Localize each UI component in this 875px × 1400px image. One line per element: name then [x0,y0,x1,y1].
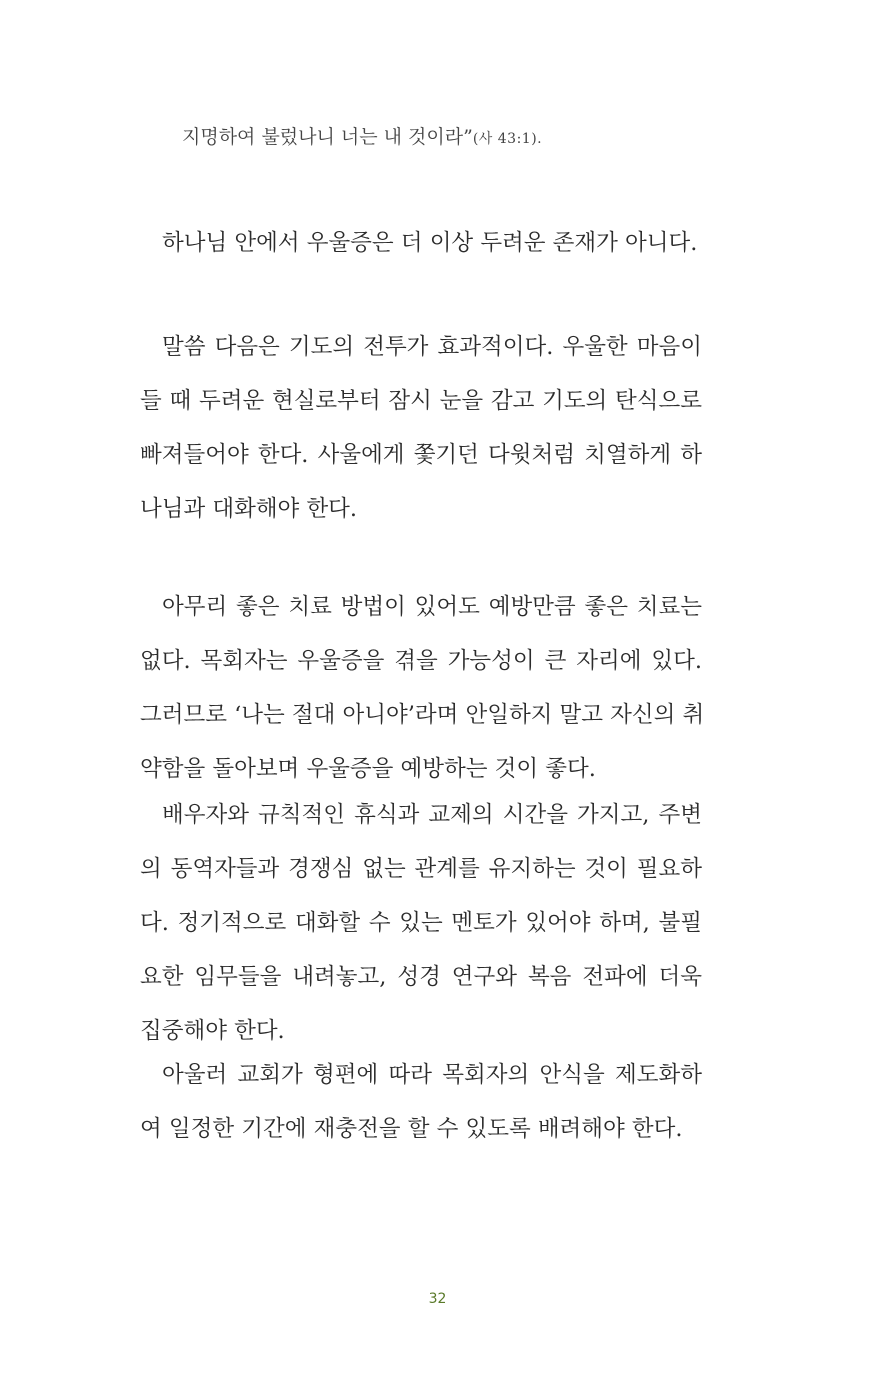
paragraph [140,788,702,1058]
scripture-quote [182,122,542,154]
quote-reference: (사 43:1). [472,131,543,147]
text-line: 나님과 대화해야 한다. [140,496,358,522]
paragraph [140,320,702,536]
text-line: 배우자와 규칙적인 휴식과 교제의 시간을 가지고, 주변 [162,802,702,828]
text-line: 다. 정기적으로 대화할 수 있는 멘토가 있어야 하며, 불필 [140,910,702,936]
text-line: 약함을 돌아보며 우울증을 예방하는 것이 좋다. [140,756,596,782]
text-line: 그러므로 ‘나는 절대 아니야’라며 안일하지 말고 자신의 취 [140,702,705,728]
text-line: 집중해야 한다. [140,1018,285,1044]
text-line: 없다. 목회자는 우울증을 겪을 가능성이 큰 자리에 있다. [140,648,702,674]
page-number: 32 [428,1291,447,1307]
text-line: 의 동역자들과 경쟁심 없는 관계를 유지하는 것이 필요하 [140,856,702,882]
paragraph [140,216,702,270]
paragraph [140,1048,702,1156]
text-line: 요한 임무들을 내려놓고, 성경 연구와 복음 전파에 더욱 [140,964,702,990]
text-line: 아무리 좋은 치료 방법이 있어도 예방만큼 좋은 치료는 [162,594,702,620]
text-line: 빠져들어야 한다. 사울에게 쫓기던 다윗처럼 치열하게 하 [140,442,702,468]
text-line: 말씀 다음은 기도의 전투가 효과적이다. 우울한 마음이 [162,334,702,360]
text-line: 하나님 안에서 우울증은 더 이상 두려운 존재가 아니다. [162,230,698,256]
quote-text: 지명하여 불렀나니 너는 내 것이라” [182,126,473,148]
text-line: 여 일정한 기간에 재충전을 할 수 있도록 배려해야 한다. [140,1116,683,1142]
text-line: 들 때 두려운 현실로부터 잠시 눈을 감고 기도의 탄식으로 [140,388,702,414]
paragraph [140,580,705,796]
text-line: 아울러 교회가 형편에 따라 목회자의 안식을 제도화하 [162,1062,702,1088]
